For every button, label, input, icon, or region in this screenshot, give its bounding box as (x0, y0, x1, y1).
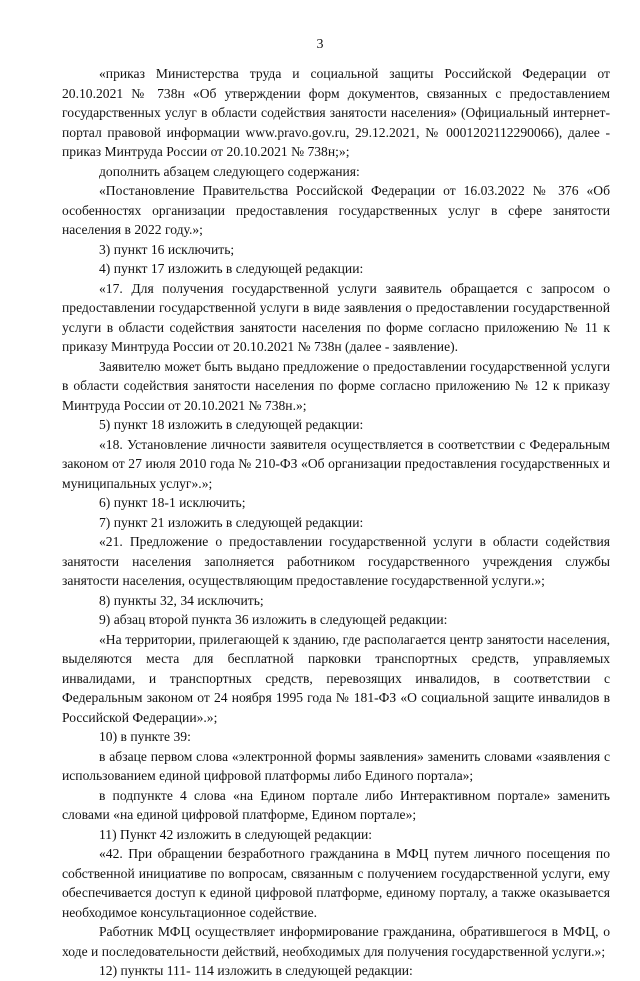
paragraph-item-6: 6) пункт 18-1 исключить; (99, 495, 246, 510)
paragraph-clause-39-first: в абзаце первом слова «электронной формы заявления» заменить словами «заявления с использованием единой цифровой платформы либо Единого портала»; (62, 748, 610, 783)
paragraph-item-10: 10) в пункте 39: (99, 729, 191, 744)
paragraph-item-11: 11) Пункт 42 изложить в следующей редакции: (99, 826, 373, 842)
paragraph-clause-17-offer: Заявителю может быть выдано предложение о предоставлении государственной услуги в области содействия занятости населения по форме согласно приложению № 12 к приказу Минтруда России от 20.10.2021 № 738н.»; (62, 358, 610, 413)
paragraph-clause-36-text: «На территории, прилегающей к зданию, где располагается центр занятости населения, выделяются места для бесплатной парковки транспортных средств, управляемых инвалидами, и транспортных средств, перевозящих инвалидов, в соответствии с Федеральным законом от 24 ноября 1995 года № 181-ФЗ «О социальной защите инвалидов в Российской Федерации».»; (62, 631, 610, 725)
document-body (62, 64, 610, 981)
paragraph-item-9: 9) абзац второй пункта 36 изложить в следующей редакции: (99, 612, 448, 627)
page-number: 3 (316, 37, 324, 52)
paragraph-clause-39-sub4: в подпункте 4 слова «на Едином портале либо Интерактивном портале» заменить словами «на единой цифровой платформе, Едином портале»; (62, 787, 610, 822)
paragraph-clause-17: «17. Для получения государственной услуги заявитель обращается с запросом о предоставлении государственной услуги в виде заявления о предоставлении государственной услуги в области содействия занятости населения по форме согласно приложению № 11 к приказу Минтруда России от 20.10.2021 № 738н (далее - заявление). (62, 280, 610, 354)
paragraph-clause-42: «42. При обращении безработного гражданина в МФЦ путем личного посещения по собственной инициативе по вопросам, связанным с получением государственной услуги, ему обеспечивается доступ к единой цифровой платформе, единому порталу, а также оказывается необходимое консультационное содействие. (62, 846, 610, 920)
paragraph-government-decree: «Постановление Правительства Российской Федерации от 16.03.2022 № 376 «Об особенностях организации предоставления государственных услуг в сфере занятости населения в 2022 году.»; (62, 183, 610, 237)
paragraph-item-8: 8) пункты 32, 34 исключить; (99, 592, 264, 608)
paragraph-item-12: 12) пункты 111- 114 изложить в следующей редакции: (99, 963, 413, 978)
paragraph-add-clause: дополнить абзацем следующего содержания: (99, 163, 360, 179)
paragraph-clause-42-mfc: Работник МФЦ осуществляет информирование гражданина, обратившегося в МФЦ, о ходе и последовательности действий, необходимых для получения государственной услуги.»; (62, 924, 610, 959)
paragraph-clause-21: «21. Предложение о предоставлении государственной услуги в области содействия занятости населения заполняется работником государственного учреждения службы занятости населения, осуществляющим предоставление государственной услуги.»; (62, 534, 610, 588)
paragraph-item-4: 4) пункт 17 изложить в следующей редакции: (99, 261, 364, 276)
paragraph-clause-18: «18. Установление личности заявителя осуществляется в соответствии с Федеральным законом от 27 июля 2010 года № 210-ФЗ «Об организации предоставления государственных и муниципальных услуг».»; (62, 436, 610, 491)
paragraph-item-7: 7) пункт 21 изложить в следующей редакции: (99, 514, 364, 530)
paragraph-item-3: 3) пункт 16 исключить; (99, 241, 235, 257)
paragraph-item-5: 5) пункт 18 изложить в следующей редакции: (99, 417, 364, 432)
paragraph-order-reference: «приказ Министерства труда и социальной защиты Российской Федерации от 20.10.2021 № 738н «Об утверждении форм документов, связанных с предоставлением государственных услуг в области содействия занятости населения» (Официальный интернет-портал правовой информации www.pravo.gov.ru, 29.12.2021, № 0001202112290066), далее - приказ Минтруда России от 20.10.2021 № 738н;»; (62, 66, 610, 159)
